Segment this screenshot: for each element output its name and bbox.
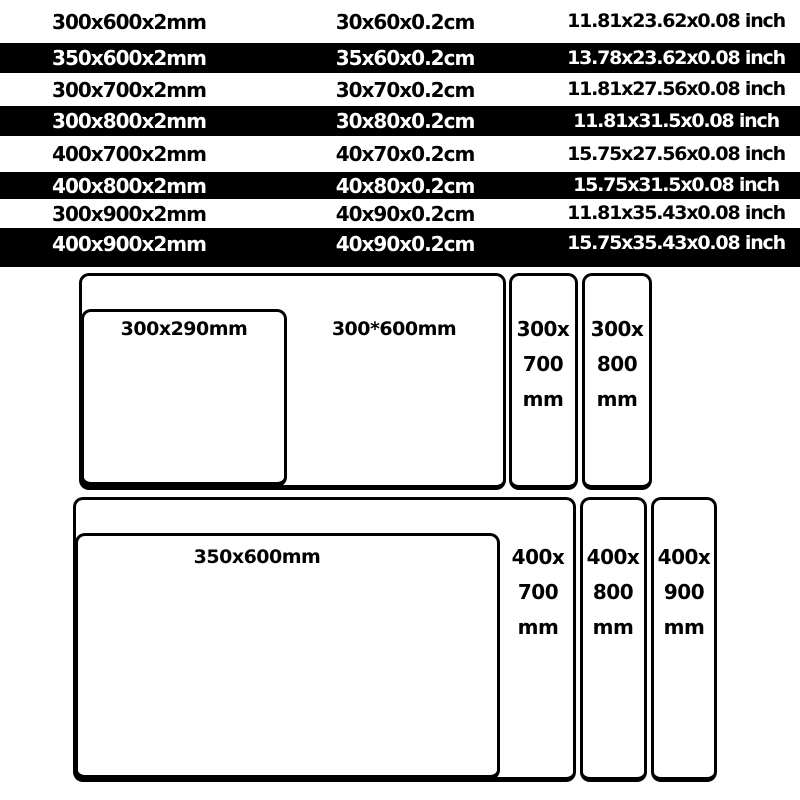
pad-label-300x700: 300x 700 mm <box>516 317 570 411</box>
size-inch-cell: 11.81x27.56x0.08 inch <box>567 78 785 101</box>
size-mm-cell: 400x700x2mm <box>52 142 206 166</box>
size-inch-cell: 11.81x31.5x0.08 inch <box>573 109 779 132</box>
size-inch-cell: 15.75x27.56x0.08 inch <box>567 142 785 165</box>
size-mm-cell: 300x900x2mm <box>52 201 206 226</box>
table-row <box>0 199 800 228</box>
size-mm-cell: 350x600x2mm <box>52 46 206 70</box>
size-mm-cell: 400x900x2mm <box>52 232 206 256</box>
table-row <box>0 0 800 43</box>
table-row <box>0 228 800 267</box>
size-inch-cell: 11.81x35.43x0.08 inch <box>567 202 785 225</box>
size-mm-cell: 300x700x2mm <box>52 77 206 102</box>
size-cm-cell: 40x90x0.2cm <box>335 232 475 256</box>
pad-label-300x600: 300*600mm <box>331 318 457 340</box>
size-cm-cell: 40x70x0.2cm <box>335 142 475 166</box>
pad-label-300x800: 300x 800 mm <box>590 317 644 411</box>
size-table <box>0 0 800 267</box>
table-row <box>0 43 800 73</box>
pad-label-400x900: 400x 900 mm <box>657 545 711 639</box>
pad-label-400x800: 400x 800 mm <box>586 545 640 639</box>
size-inch-cell: 15.75x31.5x0.08 inch <box>573 174 779 197</box>
table-row <box>0 172 800 199</box>
pad-outline-350x600 <box>75 533 500 780</box>
table-row <box>0 73 800 106</box>
size-mm-cell: 400x800x2mm <box>52 173 206 198</box>
pad-label-350x600: 350x600mm <box>193 546 321 568</box>
size-cm-cell: 40x90x0.2cm <box>335 201 475 226</box>
size-cm-cell: 30x70x0.2cm <box>335 77 475 102</box>
size-mm-cell: 300x600x2mm <box>52 9 206 34</box>
size-cm-cell: 30x80x0.2cm <box>335 109 475 133</box>
size-inch-cell: 15.75x35.43x0.08 inch <box>567 232 785 254</box>
size-cm-cell: 35x60x0.2cm <box>335 46 475 70</box>
size-inch-cell: 11.81x23.62x0.08 inch <box>567 10 785 33</box>
size-cm-cell: 40x80x0.2cm <box>335 173 475 198</box>
table-row <box>0 136 800 172</box>
pad-label-400x700: 400x 700 mm <box>511 545 565 639</box>
pad-label-300x290: 300x290mm <box>120 318 248 340</box>
table-row <box>0 106 800 136</box>
size-cm-cell: 30x60x0.2cm <box>335 9 475 34</box>
size-inch-cell: 13.78x23.62x0.08 inch <box>567 46 785 69</box>
size-mm-cell: 300x800x2mm <box>52 109 206 133</box>
